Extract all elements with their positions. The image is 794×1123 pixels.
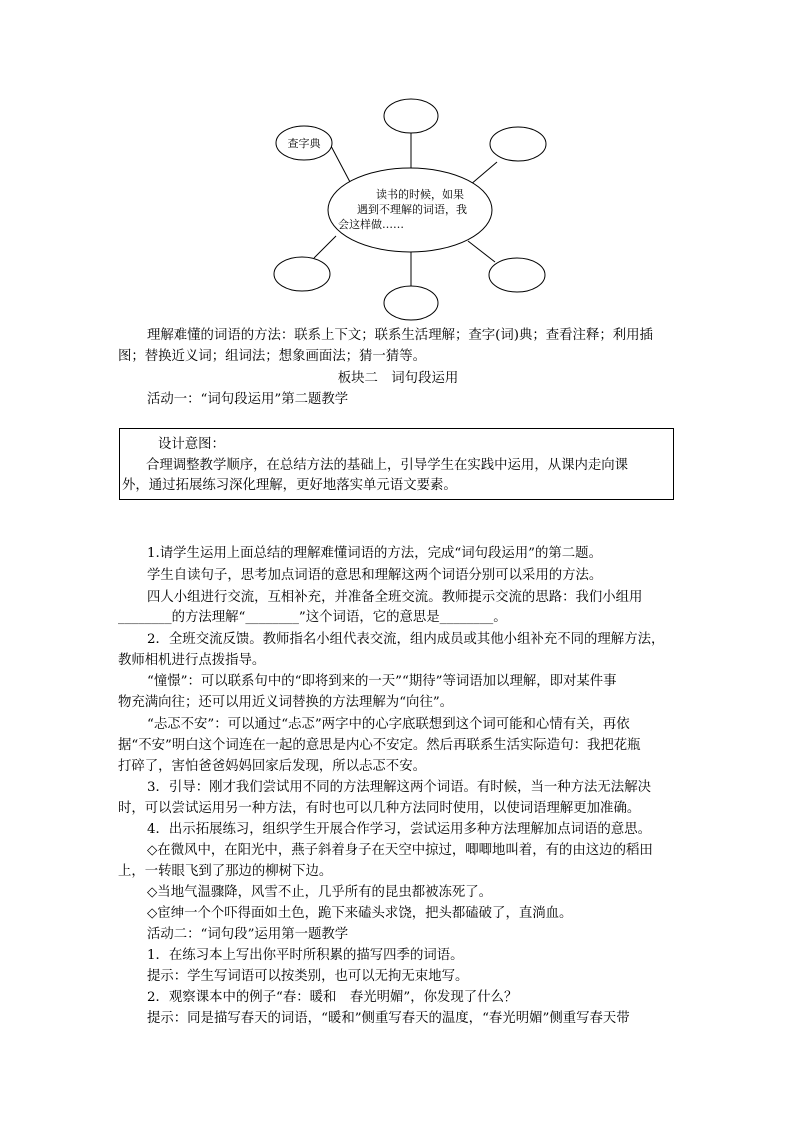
node-bottom (384, 286, 438, 320)
section-title: 板块二 词句段运用 (337, 371, 459, 386)
node-top-right (490, 127, 546, 161)
body-line: 打碎了，害怕爸爸妈妈回家后发现，所以忐忑不安。 (118, 759, 426, 774)
body-line: 学生自读句子，思考加点词语的意思和理解这两个词语分别可以采用的方法。 (147, 568, 603, 583)
body-line: 活动二：“词句段”运用第一题教学 (147, 927, 349, 942)
body-line: 提示：学生写词语可以按类别，也可以无拘无束地写。 (147, 969, 469, 984)
mind-map-diagram (0, 0, 794, 340)
body-line: 教师相机进行点拨指导。 (118, 653, 266, 668)
node-bottom-left (274, 257, 330, 291)
body-line: 4．出示拓展练习，组织学生开展合作学习，尝试运用多种方法理解加点词语的意思。 (147, 822, 651, 837)
body-line: 提示：同是描写春天的词语，“暖和”侧重写春天的温度，“春光明媚”侧重写春天带 (147, 1011, 630, 1026)
connector-top-right (470, 162, 497, 185)
body-line: ________的方法理解“________”这个词语，它的意思是________。 (118, 610, 507, 625)
body-line: ◇在微风中，在阳光中，燕子斜着身子在天空中掠过，唧唧地叫着，有的由这边的稻田 (147, 843, 653, 858)
body-line: 时，可以尝试运用另一种方法，有时也可以几种方法同时使用，以使词语理解更加准确。 (118, 801, 641, 816)
body-line: 四人小组进行交流，互相补充，并准备全班交流。教师提示交流的思路：我们小组用 (147, 590, 643, 605)
body-line: 1．在练习本上写出你平时所积累的描写四季的词语。 (147, 948, 464, 963)
node-top (384, 99, 438, 133)
body-line: 2．观察课本中的例子“春：暖和 春光明媚”，你发现了什么？ (147, 990, 518, 1005)
body-line: 物充满向往；还可以用近义词替换的方法理解为“向往”。 (118, 695, 454, 710)
body-line: 2．全班交流反馈。教师指名小组代表交流，组内成员或其他小组补充不同的理解方法， (147, 632, 665, 647)
center-node-line-1: 读书的时候，如果 (376, 188, 464, 201)
activity-one-heading: 活动一：“词句段运用”第二题教学 (147, 392, 349, 407)
center-node-line-3: 会这样做…… (338, 218, 404, 231)
connector-bottom-right (468, 241, 495, 262)
center-node-line-2: 遇到不理解的词语，我 (357, 203, 467, 216)
body-line: “憧憬”：可以联系句中的“即将到来的一天”“期待”等词语加以理解，即对某件事 (147, 674, 617, 689)
body-line: 1.请学生运用上面总结的理解难懂词语的方法，完成“词句段运用”的第二题。 (147, 546, 602, 561)
methods-line-1: 理解难懂的词语的方法：联系上下文；联系生活理解；查字(词)典；查看注释；利用插 (147, 328, 653, 343)
connector-bottom-left (314, 236, 336, 258)
design-intent-title: 设计意图： (158, 437, 225, 452)
design-intent-line-1: 合理调整教学顺序，在总结方法的基础上，引导学生在实践中运用，从课内走向课 (146, 458, 629, 473)
body-line: 上，一转眼飞到了那边的柳树下边。 (118, 864, 333, 879)
design-intent-box (119, 428, 674, 500)
design-intent-line-2: 外，通过拓展练习深化理解，更好地落实单元语文要素。 (122, 478, 457, 493)
left-node-label: 查字典 (287, 137, 321, 150)
body-line: “忐忑不安”：可以通过“忐忑”两字中的心字底联想到这个词可能和心情有关，再依 (147, 717, 630, 732)
body-line: 据“不安”明白这个词连在一起的意思是内心不安定。然后再联系生活实际造句：我把花瓶 (118, 738, 641, 753)
methods-line-2: 图；替换近义词；组词法；想象画面法；猜一猜等。 (118, 349, 426, 364)
body-line: ◇宦绅一个个吓得面如土色，跪下来磕头求饶，把头都磕破了，直淌血。 (147, 906, 573, 921)
body-line: 3．引导：刚才我们尝试用不同的方法理解这两个词语。有时候，当一种方法无法解决 (147, 780, 651, 795)
connector-top-left (331, 146, 350, 182)
node-bottom-right (489, 258, 545, 292)
body-line: ◇当地气温骤降，风雪不止，几乎所有的昆虫都被冻死了。 (147, 885, 493, 900)
